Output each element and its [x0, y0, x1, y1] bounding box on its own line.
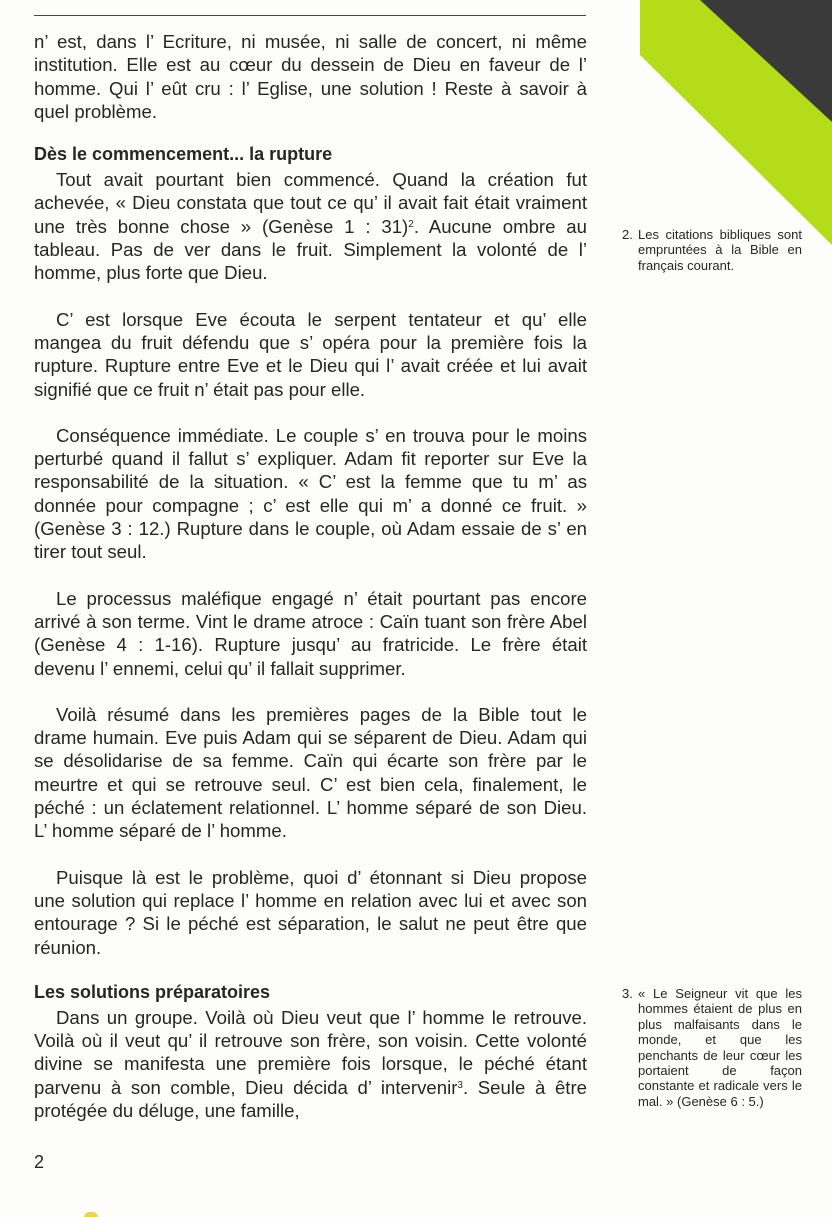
paragraph-text: . Aucune ombre au tableau. Pas de ver dans le fruit. Simplement la volonté de l’ homme, plus forte que Dieu. [34, 215, 587, 284]
paragraph-text: . Seule à être protégée du déluge, une famille, [34, 1076, 587, 1121]
footnote-ref: 3 [457, 1079, 463, 1091]
paragraph-text: Tout avait pourtant bien commencé. Quand la création fut achevée, « Dieu constata que tout ce qu’ il avait fait était vraiment une très bonne chose » (Genèse 1 : 31) [34, 169, 587, 237]
paragraph: C’ est lorsque Eve écouta le serpent tentateur et qu’ elle mangea du fruit défendu que s’ opéra pour la première fois la rupture. Rupture entre Eve et le Dieu qui l’ avait créée et lui avait signifié que ce fruit n’ était pas pour elle. [34, 308, 587, 400]
paragraph: Puisque là est le problème, quoi d’ étonnant si Dieu propose une solution qui replace l’ homme en relation avec lui et avec son entourage ? Si le péché est séparation, le salut ne peut être que réunion. [34, 866, 587, 958]
section-heading: Dès le commencement... la rupture [34, 144, 333, 165]
paragraph [34, 1006, 587, 1122]
paragraph: Conséquence immédiate. Le couple s’ en trouva pour le moins perturbé quand il fallut s’ expliquer. Adam fit reporter sur Eve la responsabilité de la situation. « C’ est la femme que tu m’ as donnée pour compagne ; c’ est elle qui m’ a donné ce fruit. » (Genèse 3 : 12.) Rupture dans le couple, où Adam essaie de s’ en tirer tout seul. [34, 424, 587, 563]
footnote-number: 2. [622, 227, 633, 242]
paragraph-text: Dans un groupe. Voilà où Dieu veut que l’ homme le retrouve. Voilà où il veut qu’ il retrouve son frère, son voisin. Cette volonté divine se manifesta une première fois lorsque, le péché étant parvenu à son comble, Dieu décida d’ intervenir [34, 1006, 587, 1098]
footnote [622, 986, 802, 1109]
paragraph: Le processus maléfique engagé n’ était pourtant pas encore arrivé à son terme. Vint le drame atroce : Caïn tuant son frère Abel (Genèse 4 : 1-16). Rupture jusqu’ au fratricide. Le frère était devenu l’ ennemi, celui qu’ il fallait supprimer. [34, 587, 587, 679]
paragraph: Voilà résumé dans les premières pages de la Bible tout le drame humain. Eve puis Adam qui se séparent de Dieu. Adam qui se désolidarise de sa femme. Caïn qui écarte son frère par le meurtre et qui se retrouve seul. C’ est bien cela, finalement, le péché : un éclatement relationnel. L’ homme séparé de son Dieu. L’ homme séparé de l’ homme. [34, 703, 587, 842]
footnote-text: Les citations bibliques sont empruntées à la Bible en français courant. [638, 227, 802, 273]
paragraph: n’ est, dans l’ Ecriture, ni musée, ni salle de concert, ni même institution. Elle est au cœur du dessein de Dieu en faveur de l’ homme. Qui l’ eût cru : l’ Eglise, une solution ! Reste à savoir à quel problème. [34, 31, 587, 122]
paragraph [34, 168, 587, 284]
page-number: 2 [34, 1152, 45, 1172]
main-text-column [34, 30, 587, 1122]
footnote-text: « Le Seigneur vit que les hommes étaient de plus en plus malfaisants dans le monde, et que les penchants de leur cœur les portaient de façon constante et radicale vers le mal. » (Genèse 6 : 5.) [638, 986, 802, 1109]
footnote-ref: 2 [408, 218, 414, 230]
footnote-number: 3. [622, 986, 633, 1001]
section-heading: Les solutions préparatoires [34, 981, 271, 1002]
yellow-mark [84, 1212, 98, 1217]
footnote [622, 227, 802, 273]
